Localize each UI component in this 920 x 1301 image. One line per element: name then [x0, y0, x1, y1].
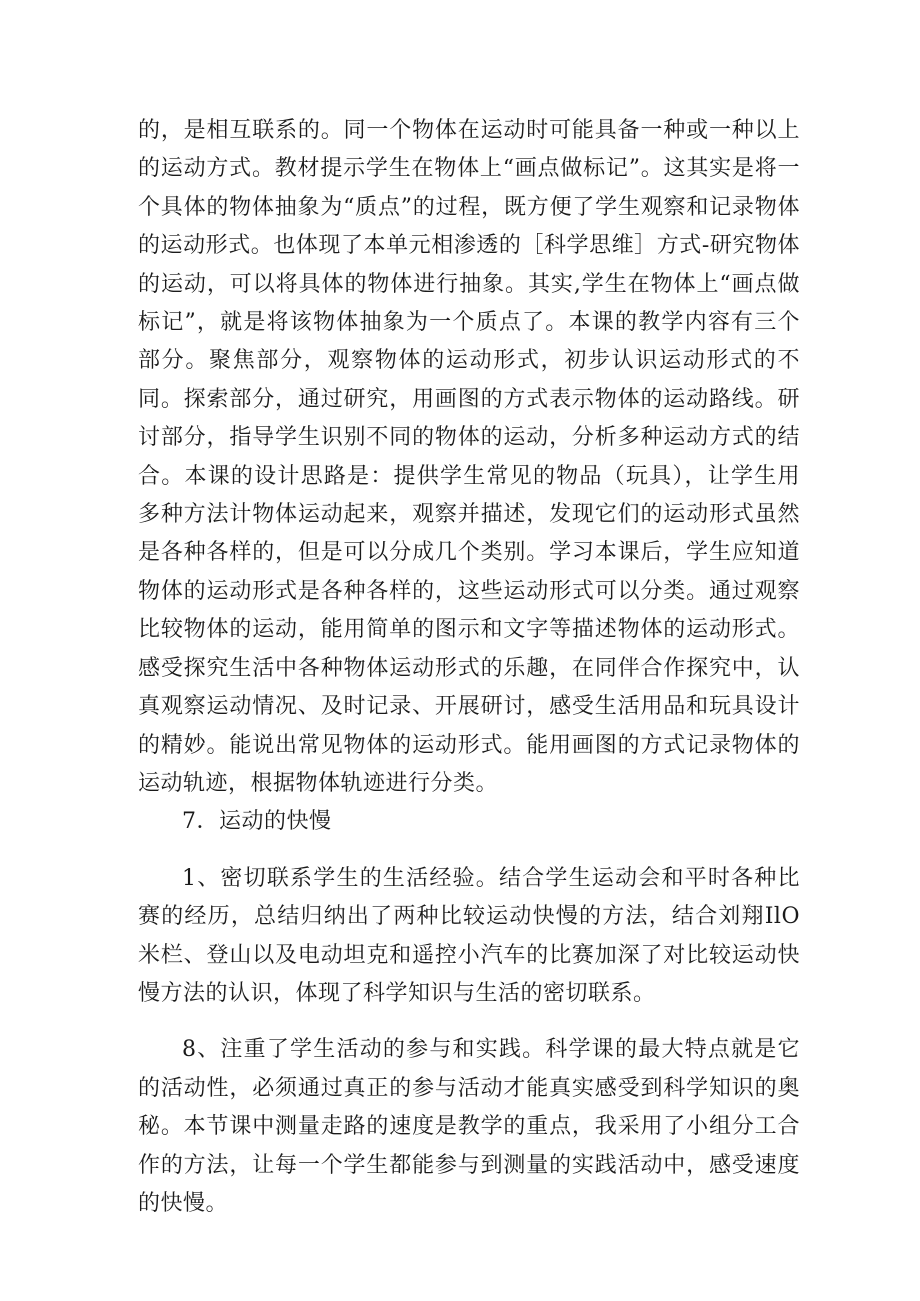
- document-page: [138, 112, 800, 1223]
- paragraph-student-practice: 8、注重了学生活动的参与和实践。科学课的最大特点就是它的活动性，必须通过真正的参与活动才能真实感受到科学知识的奥秘。本节课中测量走路的速度是教学的重点，我采用了小组分工合作的方法，让每一个学生都能参与到测量的实践活动中，感受速度的快慢。: [138, 1037, 800, 1216]
- paragraph-motion-forms: 的，是相互联系的。同一个物体在运动时可能具备一种或一种以上的运动方式。教材提示学生在物体上“画点做标记”。这其实是将一个具体的物体抽象为“质点”的过程，既方便了学生观察和记录物体的运动形式。也体现了本单元相渗透的［科学思维］方式-研究物体的运动，可以将具体的物体进行抽象。其实,学生在物体上“画点做标记”，就是将该物体抽象为一个质点了。本课的教学内容有三个部分。聚焦部分，观察物体的运动形式，初步认识运动形式的不同。探索部分，通过研究，用画图的方式表示物体的运动路线。研讨部分，指导学生识别不同的物体的运动，分析多种运动方式的结合。本课的设计思路是：提供学生常见的物品（玩具），让学生用多种方法计物体运动起来，观察并描述，发现它们的运动形式虽然是各种各样的，但是可以分成几个类别。学习本课后，学生应知道物体的运动形式是各种各样的，这些运动形式可以分类。通过观察比较物体的运动，能用简单的图示和文字等描述物体的运动形式。感受探究生活中各种物体运动形式的乐趣，在同伴合作探究中，认真观察运动情况、及时记录、开展研讨，感受生活用品和玩具设计的精妙。能说出常见物体的运动形式。能用画图的方式记录物体的运动轨迹，根据物体轨迹进行分类。: [138, 118, 800, 796]
- paragraph-life-experience: 1、密切联系学生的生活经验。结合学生运动会和平时各种比赛的经历，总结归纳出了两种比较运动快慢的方法，结合刘翔IlO米栏、登山以及电动坦克和遥控小汽车的比赛加深了对比较运动快慢方法的认识，体现了科学知识与生活的密切联系。: [138, 865, 800, 1006]
- section-heading-speed: 7．运动的快慢: [182, 809, 332, 835]
